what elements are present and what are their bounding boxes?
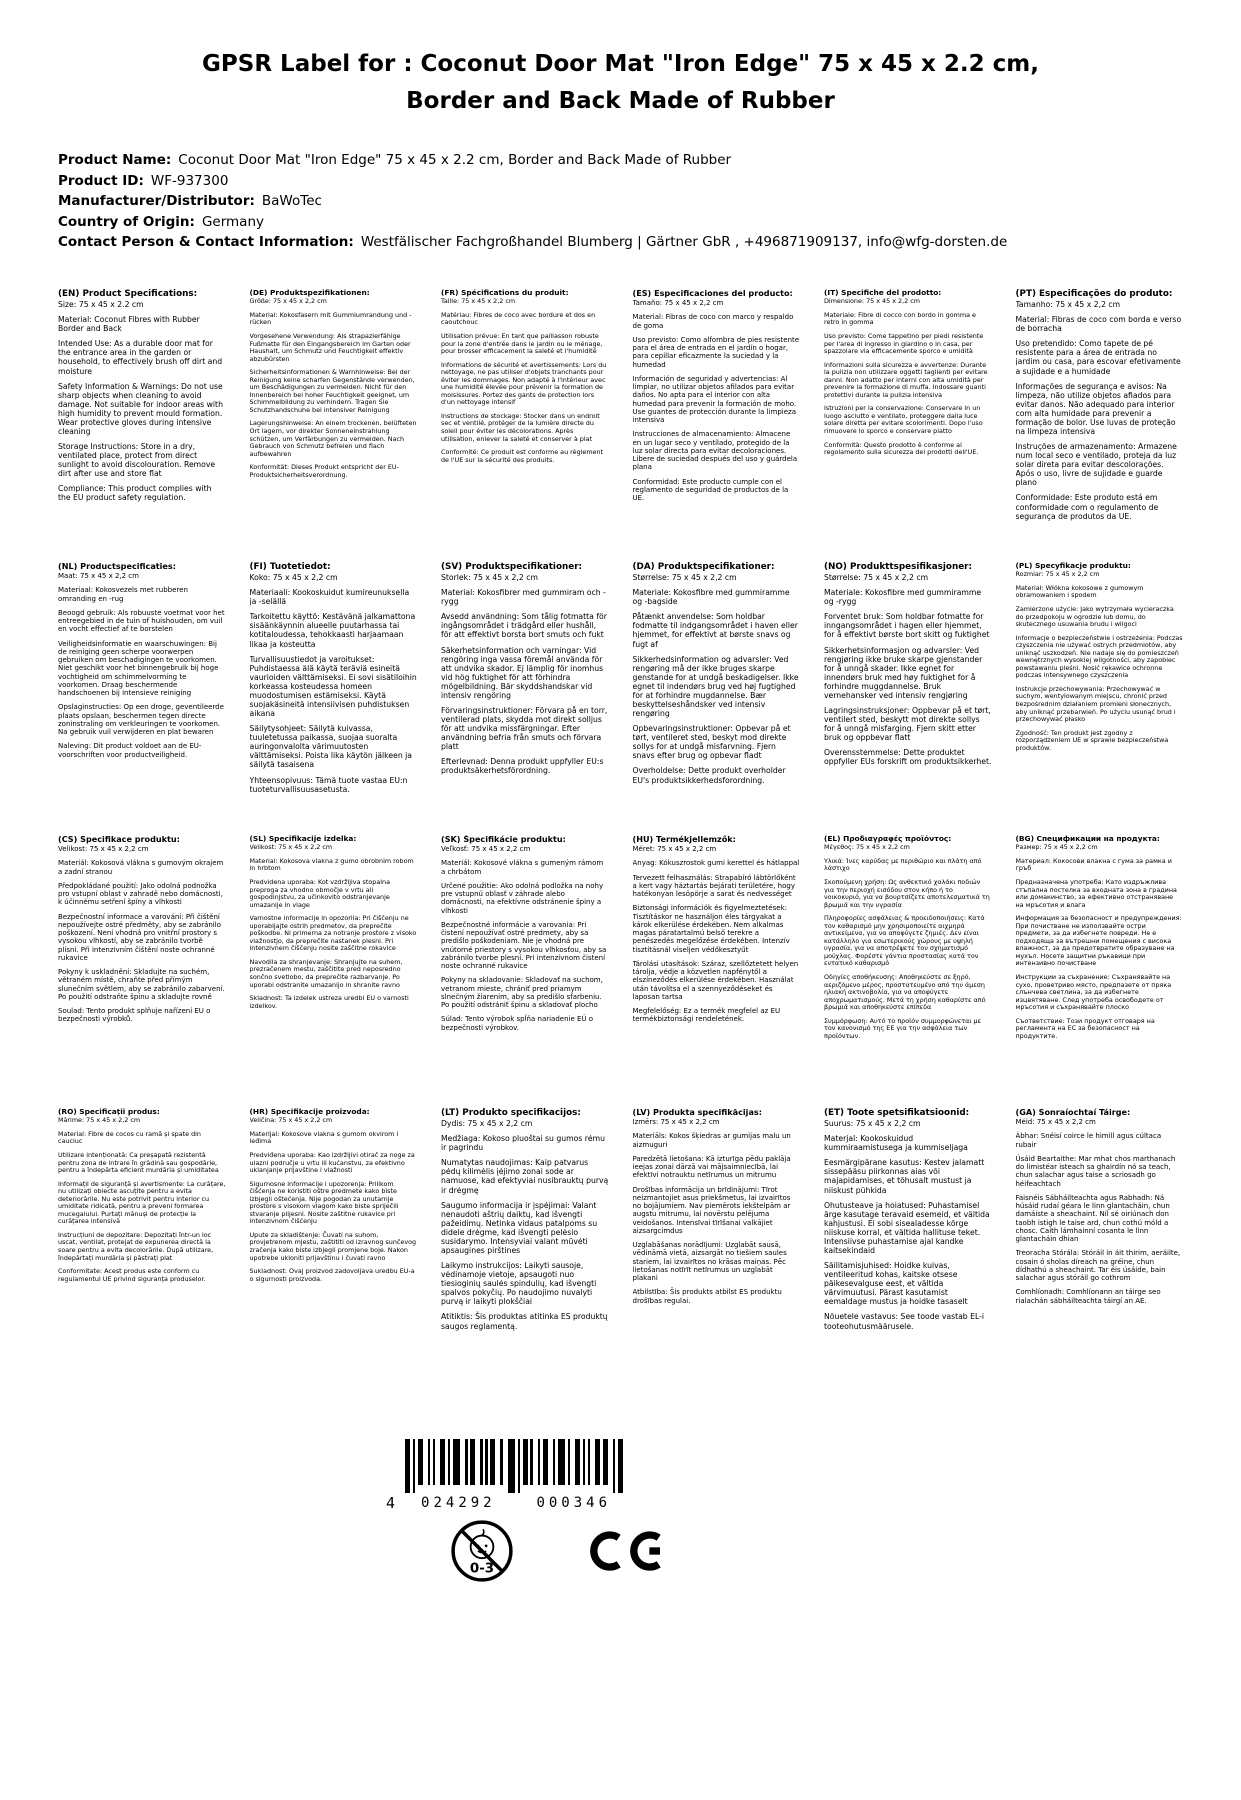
spec-paragraph: Izmērs: 75 x 45 x 2,2 cm bbox=[632, 1118, 720, 1127]
field-value: Coconut Door Mat "Iron Edge" 75 x 45 x 2.2 cm, Border and Back Made of Rubber bbox=[178, 152, 732, 168]
lang-block-sk bbox=[441, 835, 609, 1108]
spec-paragraph: Taille: 75 x 45 x 2,2 cm bbox=[441, 297, 516, 306]
spec-paragraph: Veľkosť: 75 x 45 x 2,2 cm bbox=[441, 845, 531, 854]
spec-paragraph: Υλικά: Ίνες καρύδας με περιθώριο και πλάτη από λάστιχο bbox=[824, 856, 982, 873]
spec-paragraph: Eesmärgipärane kasutus: Kestev jalamatt sissepääsu piirkonnas aias või majapidamises, et tõhusalt mustust ja niiskust pühkida bbox=[824, 1158, 985, 1195]
spec-paragraph: Säilitamisjuhised: Hoidke kuivas, ventileeritud kohas, kaitske otsese päikesevalguse eest, et vältida värvimuutusi. Pärast kasutamist eemaldage mustus ja hoidke tasaselt bbox=[824, 1261, 968, 1307]
spec-paragraph: Материал: Кокосови влакна с гума за рамка и гръб bbox=[1015, 856, 1172, 873]
spec-paragraph: Μέγεθος: 75 x 45 x 2,2 cm bbox=[824, 843, 910, 852]
spec-paragraph: Предназначена употреба: Като издръжлива стъпална постелка за входната зона в градина или домакинство, за ефективно отстраняване на мръсотия и влага bbox=[1015, 878, 1177, 909]
spec-paragraph: Určené použitie: Ako odolná podložka na nohy pre vstupnú oblasť v záhrade alebo domácnosti, na efektívne odstránenie špiny a vlhkosti bbox=[441, 881, 604, 915]
spec-paragraph: Tamanho: 75 x 45 x 2,2 cm bbox=[1015, 300, 1121, 310]
spec-paragraph: Méid: 75 x 45 x 2,2 cm bbox=[1015, 1118, 1096, 1127]
page-title bbox=[40, 46, 1201, 120]
spec-paragraph: Størrelse: 75 x 45 x 2,2 cm bbox=[632, 573, 737, 583]
gpsr-label-document bbox=[0, 46, 1241, 1731]
spec-paragraph: Materiāls: Kokos šķiedras ar gumijas malu un aizmuguri bbox=[632, 1132, 791, 1149]
spec-paragraph: Materiale: Fibre di cocco con bordo in gomma e retro in gomma bbox=[824, 310, 976, 327]
spec-paragraph: Storage Instructions: Store in a dry, ventilated place, protect from direct sunlight to avoid discolouration. Remove dirt after use and store flat bbox=[58, 442, 216, 479]
spec-paragraph: Avsedd användning: Som tålig fotmatta för ingångsområdet i trädgård eller hushåll, för att effektivt borsta bort smuts och fukt bbox=[441, 612, 607, 640]
spec-paragraph: Размер: 75 x 45 x 2,2 cm bbox=[1015, 843, 1098, 852]
spec-paragraph: Información de seguridad y advertencias: Al limpiar, no utilizar objetos afilados para evitar daños. No apta para el interior con alta humedad para prevenir la formación de moho. Use guantes de protección durante la limpieza intensiva bbox=[632, 374, 797, 425]
spec-paragraph: Materijal: Kokosove vlakna s gumom okvirom i leđima bbox=[249, 1129, 399, 1146]
spec-paragraph: Materiaal: Kokosvezels met rubberen omranding en -rug bbox=[58, 586, 188, 603]
lang-block-el bbox=[824, 835, 992, 1108]
spec-paragraph: Materiał: Włókna kokosowe z gumowym obramowaniem i spodem bbox=[1015, 583, 1144, 600]
spec-paragraph: Ohutusteave ja hoiatused: Puhastamisel ärge kasutage teravaid esemeid, et vältida kahjustusi. Ei sobi sisealadesse kõrge niiskuse korral, et vältida hallituse teket. Intensiivse puhastamise ajal kandke kaitsekindaid bbox=[824, 1200, 990, 1255]
spec-paragraph: Paredzētā lietošana: Kā izturīga pēdu paklāja ieejas zonai dārzā vai mājsaimniecībā, lai efektīvi notrauktu netīrumus un mitrumu bbox=[632, 1154, 791, 1180]
lang-block-de bbox=[250, 289, 418, 562]
field-contact bbox=[58, 232, 1183, 253]
lang-block-nl bbox=[58, 562, 226, 835]
age-range-text: 0-3 bbox=[469, 1561, 495, 1577]
spec-paragraph: Medžiaga: Kokoso pluoštai su gumos rėmu ir pagrindu bbox=[441, 1134, 606, 1153]
spec-paragraph: Material: Kokosfasern mit Gummiumrandung und -rücken bbox=[249, 310, 412, 327]
spec-paragraph: Uso previsto: Come tappetino per piedi resistente per l'area di ingresso in giardino o in casa, per spazzolare via efficacemente sporco e umidità bbox=[824, 332, 984, 356]
lang-block-fi bbox=[250, 562, 418, 835]
spec-paragraph: Οδηγίες αποθήκευσης: Αποθηκεύστε σε ξηρό, αεριζόμενο μέρος, προστατευμένο από την άμεση ηλιακή ακτινοβολία, για να αποφύγετε αποχρωματισμούς. Μετά τη χρήση καθαρίστε από βρωμιά και αποθηκεύστε επίπεδα bbox=[824, 973, 986, 1012]
language-blocks-grid bbox=[58, 289, 1183, 1381]
safety-marks bbox=[450, 1519, 668, 1583]
spec-paragraph: Turvallisuustiedot ja varoitukset: Puhdistaessa älä käytä teräviä esineitä vaurioiden välttämiseksi. Ei sovi sisätiloihin korkeassa kosteudessa homeen muodostumisen estämiseksi. Käytä suojakäsineitä intensiivisen puhdistuksen aikana bbox=[249, 654, 417, 719]
spec-paragraph: Materiaali: Kookoskuidut kumireunuksella ja -selällä bbox=[249, 588, 410, 607]
spec-paragraph: Velikost: 75 x 45 x 2,2 cm bbox=[249, 843, 333, 852]
spec-paragraph: Informacje o bezpieczeństwie i ostrzeżenia: Podczas czyszczenia nie używać ostrych przedmiotów, aby uniknąć uszkodzeń. Nie nadaje się do pomieszczeń wewnętrznych wysokiej wilgotności, aby zapobiec powstawaniu pleśni. Nosić rękawice ochronne podczas intensywnego czyszczenia bbox=[1015, 633, 1183, 680]
lang-block-title: (HU) Termékjellemzők: bbox=[632, 834, 736, 844]
spec-paragraph: Säilytysohjeet: Säilytä kuivassa, tuuletetussa paikassa, suojaa suoralta auringonvalolta värimuutosten välttämiseksi. Poista lika käytön jälkeen ja säilytä tasaisena bbox=[249, 724, 412, 770]
spec-paragraph: Materiale: Kokosfibre med gummiramme og -bagside bbox=[632, 588, 790, 607]
spec-paragraph: Πληροφορίες ασφάλειας & προειδοποιήσεις: Κατά τον καθαρισμό μην χρησιμοποιείτε αιχμηρά αντικείμενα, για να αποφύγετε ζημιές. Δεν είναι κατάλληλο για εσωτερικούς χώρους με υψηλή υγρασία, για να αποτρέψετε τον σχηματισμό μούχλας. Φορέστε γάντια προστασίας κατά τον εντατικό καθαρισμό bbox=[824, 914, 985, 968]
spec-paragraph: Material: Coconut Fibres with Rubber Border and Back bbox=[58, 315, 200, 334]
spec-paragraph: Utilizare intenționată: Ca preșapată rezistentă pentru zona de intrare în grădină sau gospodărie, pentru a îndepărta eficient murdăria și umiditatea bbox=[58, 1151, 219, 1175]
spec-paragraph: Veiligheidsinformatie en waarschuwingen: Bij de reiniging geen scherpe voorwerpen gebruiken om beschadigingen te voorkomen. Niet geschikt voor het binnengebruik bij hoge vochtigheid om schimmelvorming te voorkomen. Draag beschermende handschoenen bij intensieve reiniging bbox=[58, 639, 219, 698]
lang-block-da bbox=[633, 562, 801, 835]
spec-paragraph: Forventet bruk: Som holdbar fotmatte for inngangsområdet i hagen eller hjemmet, for å effektivt børste bort skitt og fuktighet bbox=[824, 612, 990, 640]
spec-paragraph: Treoracha Stórála: Stóráil in áit thirim, aeráilte, cosain ó sholas díreach na gréine, chun dídhathú a sheachaint. Tar éis úsáide, bain salachar agus stóráil go cothrom bbox=[1015, 1249, 1181, 1283]
lang-block-sl bbox=[250, 835, 418, 1108]
barcode-left-digit: 4 bbox=[386, 1493, 396, 1512]
spec-paragraph: Conformidade: Este produto está em conformidade com o regulamento de segurança de produtos da UE. bbox=[1015, 493, 1159, 521]
lang-block-cs bbox=[58, 835, 226, 1108]
spec-paragraph: Maat: 75 x 45 x 2,2 cm bbox=[58, 572, 139, 581]
lang-block-pt bbox=[1016, 289, 1184, 562]
spec-paragraph: Beoogd gebruik: Als robuuste voetmat voor het entreegebied in de tuin of huishouden, om vuil en vocht effectief af te borstelen bbox=[58, 608, 225, 634]
lang-block-title: (GA) Sonraíochtaí Táirge: bbox=[1015, 1107, 1131, 1117]
barcode-group2: 000346 bbox=[536, 1494, 612, 1511]
lang-block-title: (FR) Spécifications du produit: bbox=[441, 288, 569, 297]
field-label: Contact Person & Contact Information: bbox=[58, 234, 354, 250]
lang-block-title: (NL) Productspecificaties: bbox=[58, 561, 176, 571]
barcode-digits bbox=[405, 1493, 625, 1511]
spec-paragraph: Ábhar: Snéisí coirce le himill agus cúltaca rubair bbox=[1015, 1132, 1162, 1149]
lang-block-title: (NO) Produkttspesifikasjoner: bbox=[824, 561, 973, 572]
spec-paragraph: Biztonsági információk és figyelmeztetések: Tisztításkor ne használjon éles tárgyakat a károk elkerülése érdekében. Nem alkalmas magas páratartalmú belső terekre a penészedés megelőzése érdekében. Intenzív tisztításnál viseljen védőkesztyűt bbox=[632, 904, 790, 954]
barcode-bars bbox=[405, 1439, 625, 1493]
lang-block-lt bbox=[441, 1108, 609, 1381]
spec-paragraph: Matériau: Fibres de coco avec bordure et dos en caoutchouc bbox=[441, 310, 596, 327]
barcode-group1: 024292 bbox=[421, 1494, 496, 1511]
spec-paragraph: Storlek: 75 x 45 x 2,2 cm bbox=[441, 573, 538, 583]
field-country-of-origin bbox=[58, 212, 1183, 233]
spec-paragraph: Lagerungshinweise: An einem trockenen, belüfteten Ort lagern, vor direkter Sonneneinstrahlung schützen, um Verfärbungen zu vermeiden. Nach Gebrauch von Schmutz befreien und flach aufbewahren bbox=[249, 419, 417, 458]
lang-block-en bbox=[58, 289, 226, 562]
spec-paragraph: Konformität: Dieses Produkt entspricht der EU-Produktsicherheitsverordnung. bbox=[249, 463, 399, 479]
spec-paragraph: Nõuetele vastavus: See toode vastab EL-i tooteohutusmäärusele. bbox=[824, 1312, 985, 1331]
spec-paragraph: Zgodność: Ten produkt jest zgodny z rozporządzeniem UE w sprawie bezpieczeństwa produktów. bbox=[1015, 728, 1169, 752]
lang-block-it bbox=[824, 289, 992, 562]
lang-block-hr bbox=[250, 1108, 418, 1381]
spec-paragraph: Vorgesehene Verwendung: Als strapazierfähige Fußmatte für den Eingangsbereich im Garten oder Haushalt, um Schmutz und Feuchtigkeit effektiv abzubürsten bbox=[249, 332, 411, 363]
lang-block-pl bbox=[1016, 562, 1184, 835]
spec-paragraph: Anyag: Kókuszrostok gumi kerettel és hátlappal bbox=[632, 859, 800, 868]
spec-paragraph: Informazioni sulla sicurezza e avvertenze: Durante la pulizia non utilizzare oggetti taglienti per evitare danni. Non adatto per interni con alta umidità per prevenire la formazione di muffa. Indossare guanti protettivi durante la pulizia intensiva bbox=[824, 360, 988, 399]
field-value: BaWoTec bbox=[261, 193, 322, 209]
lang-block-title: (IT) Specifiche del prodotto: bbox=[824, 288, 942, 297]
spec-paragraph: Numatytas naudojimas: Kaip patvarus pėdų kilimėlis įėjimo zonai sode ar namuose, kad efektyviai nusibrauktų purvą ir drėgmę bbox=[441, 1158, 609, 1195]
ce-mark-icon bbox=[588, 1525, 668, 1577]
spec-paragraph: Material: Kokosova vlakna z gumo obrobnim robom in hrbtom bbox=[249, 856, 414, 873]
lang-block-title: (RO) Specificații produs: bbox=[58, 1107, 160, 1116]
lang-block-sv bbox=[441, 562, 609, 835]
field-value: WF-937300 bbox=[150, 172, 229, 189]
lang-block-title: (LT) Produkto specifikacijos: bbox=[441, 1107, 581, 1118]
lang-block-title: (HR) Specifikacije proizvoda: bbox=[249, 1107, 370, 1116]
lang-block-fr bbox=[441, 289, 609, 562]
lang-block-title: (CS) Specifikace produktu: bbox=[58, 834, 180, 844]
product-info bbox=[58, 150, 1183, 253]
lang-block-title: (PL) Specyfikacje produktu: bbox=[1015, 561, 1131, 570]
spec-paragraph: Tarkoitettu käyttö: Kestävänä jalkamattona sisäänkäynnin alueelle puutarhassa tai kotitaloudessa, tehokkaasti harjaamaan likaa ja kosteutta bbox=[249, 612, 416, 649]
spec-paragraph: Säkerhetsinformation och varningar: Vid rengöring inga vassa föremål använda för att undvika skador. Ej lämplig för inomhus vid hög fuktighet för att förhindra mögelbildning. Bär skyddshandskar vid intensiv rengöring bbox=[441, 645, 604, 700]
spec-paragraph: Instrucciones de almacenamiento: Almacene en un lugar seco y ventilado, protegido de la luz solar directa para evitar decoloraciones. Libere de suciedad después del uso y guárdela plana bbox=[632, 430, 798, 472]
spec-paragraph: Overholdelse: Dette produkt overholder EU's produktsikkerhedsforordning. bbox=[632, 766, 786, 785]
lang-block-title: (SL) Specifikacije izdelka: bbox=[249, 834, 357, 843]
spec-paragraph: Tamaño: 75 x 45 x 2,2 cm bbox=[632, 299, 724, 308]
spec-paragraph: Informations de sécurité et avertissements: Lors du nettoyage, ne pas utiliser d'objets tranchants pour éviter les dommages. Non adapté à l'intérieur avec une humidité élevée pour prévenir la formation de moisissures. Portez des gants de protection lors d'un nettoyage intensif bbox=[441, 360, 607, 407]
spec-paragraph: Upute za skladištenje: Čuvati na suhom, provjetrenom mjestu, zaštititi od izravnog sunčevog zračenja kako biste izbjegli promjene boje. Nakon upotrebe ukloniti prljavštinu i čuvati ravno bbox=[249, 1230, 417, 1262]
spec-paragraph: Tervezett felhasználás: Strapabíró lábtörlőként a kert vagy háztartás bejárati területére, hogy hatékonyan lesöpörje a sarat és nedvességet bbox=[632, 873, 796, 899]
spec-paragraph: Naleving: Dit product voldoet aan de EU-voorschriften voor productveiligheid. bbox=[58, 742, 202, 759]
spec-paragraph: Dimensione: 75 x 45 x 2,2 cm bbox=[824, 297, 920, 306]
spec-paragraph: Material: Fibras de coco con marco y respaldo de goma bbox=[632, 313, 794, 330]
field-value: Germany bbox=[201, 213, 264, 230]
spec-paragraph: Compliance: This product complies with the EU product safety regulation. bbox=[58, 484, 212, 503]
field-value: Westfälischer Fachgroßhandel Blumberg | Gärtner GbR , +496871909137, info@wfg-dorsten.de bbox=[360, 234, 1008, 250]
spec-paragraph: Skladnost: Ta izdelek ustreza uredbi EU o varnosti izdelkov. bbox=[249, 994, 409, 1010]
spec-paragraph: Predviđena uporaba: Kao izdržljivi otirač za noge za ulazni područje u vrtu ili kućanstvu, za efektivno uklanjanje prljavštine i vlažnosti bbox=[249, 1151, 415, 1175]
spec-paragraph: Materiál: Kokosová vlákna s gumovým okrajem a zadní stranou bbox=[58, 859, 224, 876]
lang-block-es bbox=[633, 289, 801, 562]
spec-paragraph: Efterlevnad: Denna produkt uppfyller EU:s produktsäkerhetsförordning. bbox=[441, 757, 604, 776]
lang-block-title: (EN) Product Specifications: bbox=[58, 288, 198, 299]
lang-block-title: (ES) Especificaciones del producto: bbox=[632, 288, 793, 298]
lang-block-title: (SV) Produktspecifikationer: bbox=[441, 561, 583, 572]
spec-paragraph: Förvaringsinstruktioner: Förvara på en torr, ventilerad plats, skydda mot direkt solljus för att undvika missfärgningar. Efter användning befria från smuts och förvara platt bbox=[441, 705, 608, 752]
spec-paragraph: Veličina: 75 x 45 x 2,2 cm bbox=[249, 1116, 333, 1125]
page-title-line2: Border and Back Made of Rubber bbox=[406, 88, 835, 114]
spec-paragraph: Comhlíonadh: Comhlíonann an táirge seo rialachán sábháilteachta táirgí an AE. bbox=[1015, 1288, 1161, 1305]
spec-paragraph: Faisnéis Sábháilteachta agus Rabhadh: Ná húsáid rudaí géara le linn glantacháin, chun damáiste a sheachaint. Níl sé oiriúnach don taobh istigh le taise ard, chun cothú móld a chosc. Caith lámhainní cosanta le linn glantacháin dhian bbox=[1015, 1193, 1170, 1244]
spec-paragraph: Yhteensopivuus: Tämä tuote vastaa EU:n tuoteturvallisuusasetusta. bbox=[249, 775, 408, 794]
spec-paragraph: Velikost: 75 x 45 x 2,2 cm bbox=[58, 845, 149, 854]
spec-paragraph: Atitiktis: Šis produktas atitinka ES produktų saugos reglamentą. bbox=[441, 1312, 608, 1331]
field-label: Product Name: bbox=[58, 152, 172, 168]
field-label: Product ID: bbox=[58, 172, 144, 189]
field-product-name bbox=[58, 150, 1183, 171]
lang-block-title: (BG) Спецификации на продукта: bbox=[1015, 834, 1160, 843]
spec-paragraph: Dydis: 75 x 45 x 2,2 cm bbox=[441, 1119, 533, 1129]
barcode-body bbox=[405, 1439, 625, 1511]
spec-paragraph: Bezpečnostní informace a varování: Při čištění nepoužívejte ostré předměty, aby se zabránilo poškození. Není vhodná pro vnitřní prostory s vysokou vlhkostí, aby se zabránilo tvorbě plísní. Při intenzivním čištění noste ochranné rukavice bbox=[58, 912, 221, 962]
spec-paragraph: Drošības informācija un brīdinājumi: Tīrot neizmantojiet asus priekšmetus, lai izvairītos no bojājumiem. Nav piemērots iekštelpām ar augstu mitrumu, lai novērstu pelējuma veidošanos. Intensīvai tīrīšanai valkājiet aizsargcimdus bbox=[632, 1185, 791, 1235]
compliance-marks-section bbox=[0, 1431, 1241, 1731]
spec-paragraph: Intended Use: As a durable door mat for the entrance area in the garden or household, to effectively brush off dirt and moisture bbox=[58, 339, 223, 376]
spec-paragraph: Lagringsinstruksjoner: Oppbevar på et tørt, ventilert sted, beskytt mot direkte sollys for å unngå misfarging. Fjern skitt etter bruk og oppbevar flatt bbox=[824, 705, 991, 743]
lang-block-ga bbox=[1016, 1108, 1184, 1381]
lang-block-ro bbox=[58, 1108, 226, 1381]
spec-paragraph: Atbilstība: Šis produkts atbilst ES produktu drošības regulai. bbox=[632, 1288, 782, 1305]
spec-paragraph: Инструкции за съхранение: Съхранявайте на сухо, проветриво място, предпазете от пряка слънчева светлина, за да избегнете изцвятяване. След употреба освободете от мръсотия и съхранявайте плоско bbox=[1015, 973, 1172, 1012]
spec-paragraph: Méret: 75 x 45 x 2,2 cm bbox=[632, 845, 717, 854]
spec-paragraph: Informações de segurança e avisos: Na limpeza, não utilize objetos afiados para evitar danos. Não adequado para interior com alta humidade para prevenir a formação de bolor. Use luvas de proteção na limpeza intensiva bbox=[1015, 381, 1176, 436]
spec-paragraph: Instrukcje przechowywania: Przechowywać w suchym, wentylowanym miejscu, chronić przed bezpośrednim działaniem promieni słonecznych, aby uniknąć przebarwień. Po użyciu usunąć brud i przechowywać płasko bbox=[1015, 684, 1176, 724]
lang-block-title: (DE) Produktspezifikationen: bbox=[249, 288, 370, 297]
spec-paragraph: Materiál: Kokosové vlákna s gumeným rámom a chrbátom bbox=[441, 859, 604, 876]
spec-paragraph: Uzglabāšanas norādījumi: Uzglabāt sausā, vēdināmā vietā, aizsargāt no tiešiem saules stariem, lai izvairītos no krāsas maiņas. Pēc lietošanas notīrīt netīrumus un uzglabāt plakani bbox=[632, 1241, 787, 1283]
spec-paragraph: Pokyny na skladovanie: Skladovať na suchom, vetranom mieste, chrániť pred priamym slnečným žiarením, aby sa predišlo sfarbeniu. Po použití odstrániť špinu a skladovať plocho bbox=[441, 976, 603, 1010]
spec-paragraph: Rozmiar: 75 x 45 x 2,2 cm bbox=[1015, 570, 1100, 579]
spec-paragraph: Информация за безопасност и предупреждения: При почистване не използвайте остри предмети, за да избегнете повреди. Не е подходяща за вътрешни помещения с висока влажност, за да предотвратите образуване на мухъл. Носете защитни ръкавици при интензивно почистване bbox=[1015, 914, 1182, 968]
lang-block-et bbox=[824, 1108, 992, 1381]
lang-block-title: (EL) Προδιαγραφές προϊόντος: bbox=[824, 834, 952, 843]
spec-paragraph: Instruções de armazenamento: Armazene num local seco e ventilado, proteja da luz solar direta para evitar descolorações. Após o uso, livre de sujidade e guarde plano bbox=[1015, 442, 1177, 488]
spec-paragraph: Overensstemmelse: Dette produktet oppfyller EUs forskrift om produktsikkerhet. bbox=[824, 748, 992, 767]
spec-paragraph: Sicherheitsinformationen & Warnhinweise: Bei der Reinigung keine scharfen Gegenstände verwenden, um Beschädigungen zu vermeiden. Nicht für den Innenbereich bei hoher Feuchtigkeit geeignet, um Schimmelbildung zu verhindern. Tragen Sie Schutzhandschuhe bei intensiver Reinigung bbox=[249, 368, 415, 414]
spec-paragraph: Sigurnosne informacije i upozorenja: Prilikom čišćenja ne koristiti oštre predmete kako biste izbjegli oštećenja. Nije pogodan za unutarnje prostore s visokom vlagom kako biste spriječili stvaranje plijesni. Nosite zaštitne rukavice pri intenzivnom čišćenju bbox=[249, 1179, 399, 1226]
spec-paragraph: Uso previsto: Como alfombra de pies resistente para el área de entrada en el jardín o hogar, para cepillar eficazmente la suciedad y la humedad bbox=[632, 335, 800, 369]
spec-paragraph: Úsáid Beartaithe: Mar mhat chos marthanach do limistéar isteach sa ghairdín nó sa teach, chun salachar agus taise a scriosadh go héifeachtach bbox=[1015, 1154, 1176, 1188]
spec-paragraph: Material: Fibras de coco com borda e verso de borracha bbox=[1015, 315, 1182, 334]
lang-block-title: (ET) Toote spetsifikatsioonid: bbox=[824, 1107, 970, 1118]
lang-block-title: (SK) Špecifikácie produktu: bbox=[441, 834, 566, 844]
ean-barcode bbox=[386, 1439, 625, 1511]
spec-paragraph: Suurus: 75 x 45 x 2,2 cm bbox=[824, 1119, 921, 1129]
lang-block-bg bbox=[1016, 835, 1184, 1108]
lang-block-lv bbox=[633, 1108, 801, 1381]
spec-paragraph: Uso pretendido: Como tapete de pé resistente para a área de entrada no jardim ou casa, para escovar efetivamente a sujidade e a humidade bbox=[1015, 339, 1181, 376]
spec-paragraph: Súlad: Tento výrobok spĺňa nariadenie EÚ o bezpečnosti výrobkov. bbox=[441, 1015, 594, 1032]
spec-paragraph: Opbevaringsinstruktioner: Opbevar på et tørt, ventileret sted, beskyt mod direkte sollys for at undgå misfarvning. Fjern snavs efter brug og opbevar fladt bbox=[632, 724, 791, 761]
lang-block-no bbox=[824, 562, 992, 835]
spec-paragraph: Съответствие: Този продукт отговаря на регламента на ЕС за безопасност на продуктите. bbox=[1015, 1016, 1155, 1040]
spec-paragraph: Conformidad: Este producto cumple con el reglamento de seguridad de productos de la UE. bbox=[632, 477, 789, 503]
spec-paragraph: Laikymo instrukcijos: Laikyti sausoje, vėdinamoje vietoje, apsaugoti nuo tiesioginių saulės spindulių, kad išvengti spalvos pokyčių. Po naudojimo nuvalyti purvą ir laikyti plokščiai bbox=[441, 1261, 597, 1307]
spec-paragraph: Predvidena uporaba: Kot vzdržljiva stopalna preproga za vhodno območje v vrtu ali gospodinjstvu, za učinkovito odstranjevanje umazanije in vlage bbox=[249, 878, 390, 909]
spec-paragraph: Conformità: Questo prodotto è conforme al regolamento sulla sicurezza dei prodotti dell'UE. bbox=[824, 440, 979, 457]
spec-paragraph: Megfelelőség: Ez a termék megfelel az EU termékbiztonsági rendeletének. bbox=[632, 1007, 781, 1024]
spec-paragraph: Koko: 75 x 45 x 2,2 cm bbox=[249, 573, 338, 583]
page-title-line1: GPSR Label for : Coconut Door Mat "Iron Edge" 75 x 45 x 2.2 cm, bbox=[202, 51, 1039, 77]
spec-paragraph: Tárolási utasítások: Száraz, szellőztetett helyen tárolja, védje a közvetlen napfénytől a elszíneződés elkerülése érdekében. Használat után távolítsa el a szennyeződéseket és laposan tartsa bbox=[632, 959, 799, 1001]
spec-paragraph: Sukladnost: Ovaj proizvod zadovoljava uredbu EU-a o sigurnosti proizvoda. bbox=[249, 1267, 415, 1283]
spec-paragraph: Saugumo informacija ir įspėjimai: Valant nenaudoti aštrių daiktų, kad išvengti pažeidimų. Netinka vidaus patalpoms su didele drėgme, kad išvengti pelėsio susidarymo. Intensyviai valant mūvėti apsaugines pirštines bbox=[441, 1200, 598, 1255]
spec-paragraph: Conformitate: Acest produs este conform cu regulamentul UE privind siguranța produselor. bbox=[58, 1267, 206, 1283]
spec-paragraph: Größe: 75 x 45 x 2,2 cm bbox=[249, 297, 327, 306]
spec-paragraph: Materjal: Kookoskuidud kummiraamistusega ja kummiseljaga bbox=[824, 1134, 968, 1153]
spec-paragraph: Bezpečnostné informácie a varovania: Pri čistení nepoužívať ostré predmety, aby sa predišlo poškodeniam. Nie je vhodná pre vnútorné priestory s vysokou vlhkosťou, aby sa zabránilo tvorbe plesní. Pri intenzívnom čistení noste ochranné rukavice bbox=[441, 920, 607, 971]
spec-paragraph: Συμμόρφωση: Αυτό το προϊόν συμμορφώνεται με τον κανονισμό της ΕΕ για την ασφάλεια των προϊόντων. bbox=[824, 1016, 982, 1040]
spec-paragraph: Size: 75 x 45 x 2.2 cm bbox=[58, 300, 144, 310]
spec-paragraph: Utilisation prévue: En tant que paillasson robuste pour la zone d'entrée dans le jardin ou le ménage, pour brosser efficacement la saleté et l'humidité bbox=[441, 332, 603, 356]
spec-paragraph: Soulad: Tento produkt splňuje nařízení EU o bezpečnosti výrobků. bbox=[58, 1007, 211, 1024]
lang-block-title: (FI) Tuotetiedot: bbox=[249, 561, 331, 572]
spec-paragraph: Sikkerhetsinformasjon og advarsler: Ved rengjøring ikke bruke skarpe gjenstander for å unngå skader. Ikke egnet for innendørs bruk med høy fuktighet for å forhindre muggdannelse. Bruk vernehansker ved intensiv rengjøring bbox=[824, 645, 983, 700]
spec-paragraph: Safety Information & Warnings: Do not use sharp objects when cleaning to avoid damage. Not suitable for indoor areas with high humidity to prevent mould formation. Wear protective gloves during intensive cleaning bbox=[58, 381, 223, 436]
spec-paragraph: Sikkerhedsinformation og advarsler: Ved rengøring må der ikke bruges skarpe genstande for at undgå beskadigelser. Ikke egnet til indendørs brug ved høj fugtighed for at forhindre mugdannelse. Bær beskyttelseshåndsker ved intensiv rengøring bbox=[632, 654, 799, 719]
spec-paragraph: Instrucțiuni de depozitare: Depozitați într-un loc uscat, ventilat, protejat de expunerea directă la soare pentru a evita decolorările. După utilizare, îndepărtați murdăria și păstrați plat bbox=[58, 1230, 214, 1262]
spec-paragraph: Istruzioni per la conservazione: Conservare in un luogo asciutto e ventilato, proteggere dalla luce solare diretta per evitare scolorimenti. Dopo l'uso rimuovere lo sporco e conservare piatto bbox=[824, 404, 983, 436]
spec-paragraph: Material: Fibre de cocos cu ramă și spate din cauciuc bbox=[58, 1129, 201, 1146]
field-label: Manufacturer/Distributor: bbox=[58, 193, 255, 209]
age-warning-icon bbox=[450, 1519, 514, 1583]
field-manufacturer bbox=[58, 191, 1183, 212]
spec-paragraph: Pokyny k uskladnění: Skladujte na suchém, větraném místě, chraňte před přímým slunečním světlem, aby se zabránilo zabarvení. Po použití odstraňte špínu a skladujte rovně bbox=[58, 968, 225, 1001]
spec-paragraph: Mărime: 75 x 45 x 2,2 cm bbox=[58, 1116, 141, 1125]
lang-block-title: (DA) Produktspecifikationer: bbox=[632, 561, 775, 572]
spec-paragraph: Conformité: Ce produit est conforme au règlement de l'UE sur la sécurité des produits. bbox=[441, 448, 604, 464]
spec-paragraph: Varnostne informacije in opozorila: Pri čiščenju ne uporabljajte ostrih predmetov, da preprečite poškodbe. Ni primerna za notranje prostore z visoko vlažnostjo, da preprečite nastanek plesni. Pri intenzivnem čiščenju nosite zaščitne rokavice bbox=[249, 914, 417, 953]
spec-paragraph: Zamierzone użycie: Jako wytrzymała wycieraczka do przedpokoju w ogrodzie lub domu, do skutecznego usuwania brudu i wilgoci bbox=[1015, 605, 1174, 629]
spec-paragraph: Påtænkt anvendelse: Som holdbar fodmatte til indgangsområdet i haven eller hjemmet, for effektivt at børste snavs og fugt af bbox=[632, 612, 798, 649]
spec-paragraph: Materiale: Kokosfibre med gummiramme og -rygg bbox=[824, 588, 982, 607]
lang-block-title: (PT) Especificações do produto: bbox=[1015, 288, 1173, 299]
spec-paragraph: Informații de siguranță și avertismente: La curățare, nu utilizați obiecte ascuțite pentru a evita deteriorările. Nu este potrivit pentru interior cu umiditate ridicată, pentru a preveni formarea mucegaiului. Purtați mănuși de protecție la curățarea intensivă bbox=[58, 1179, 226, 1226]
spec-paragraph: Instructions de stockage: Stocker dans un endroit sec et ventilé, protéger de la lumière directe du soleil pour éviter les décolorations. Après utilisation, enlever la saleté et conserver à plat bbox=[441, 411, 600, 443]
field-product-id bbox=[58, 171, 1183, 192]
spec-paragraph: Material: Kokosfibrer med gummiram och -rygg bbox=[441, 588, 606, 607]
spec-paragraph: Σκοπούμενη χρήση: Ως ανθεκτικό χαλάκι ποδιών για την περιοχή εισόδου στον κήπο ή το νοικοκυριό, για να βουρτσίζετε αποτελεσματικά τη βρωμιά και την υγρασία bbox=[824, 878, 990, 909]
lang-block-title: (LV) Produkta specifikācijas: bbox=[632, 1107, 762, 1117]
spec-paragraph: Předpokládané použití: Jako odolná podnožka pro vstupní oblast v zahradě nebo domácnosti, k účinnému setření špíny a vlhkosti bbox=[58, 881, 223, 907]
spec-paragraph: Opslaginstructies: Op een droge, geventileerde plaats opslaan, beschermen tegen directe zoninstraling om verkleuringen te voorkomen. Na gebruik vuil verwijderen en plat bewaren bbox=[58, 703, 224, 737]
field-label: Country of Origin: bbox=[58, 213, 195, 230]
lang-block-hu bbox=[633, 835, 801, 1108]
spec-paragraph: Størrelse: 75 x 45 x 2,2 cm bbox=[824, 573, 929, 583]
spec-paragraph: Navodila za shranjevanje: Shranjujte na suhem, prezračenem mestu, zaščitite pred neposredno sončno svetlobo, da preprečite razbarvanje. Po uporabi odstranite umazanijo in shranite ravno bbox=[249, 957, 403, 989]
